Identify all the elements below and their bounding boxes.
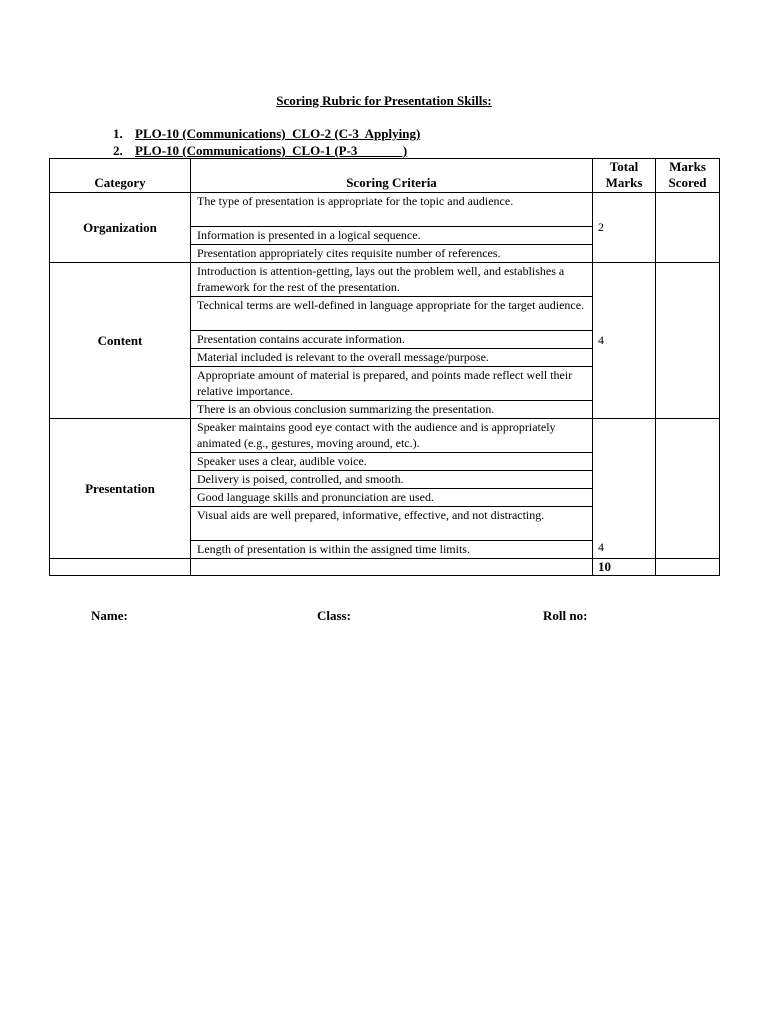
table-row — [50, 263, 720, 297]
criterion-cell: Material included is relevant to the overall message/purpose. — [191, 349, 593, 367]
marks-scored-organization[interactable] — [656, 193, 720, 263]
total-marks-organization: 2 — [593, 193, 656, 263]
grand-total-scored[interactable] — [656, 559, 720, 576]
marks-scored-content[interactable] — [656, 263, 720, 419]
criterion-cell: Introduction is attention-getting, lays out the problem well, and establishes a framework for the rest of the presentation. — [191, 263, 593, 297]
total-marks-presentation: 4 — [593, 419, 656, 559]
header-marks-scored-label: Marks Scored — [668, 159, 707, 190]
roll-no-label: Roll no: — [543, 608, 588, 623]
criterion-cell: Speaker uses a clear, audible voice. — [191, 453, 593, 471]
header-scoring-criteria: Scoring Criteria — [191, 159, 593, 193]
total-row — [50, 559, 720, 576]
objective-item — [113, 125, 420, 142]
table-header-row — [50, 159, 720, 193]
objective-text: PLO-10 (Communications) CLO-1 (P-3 ) — [135, 143, 408, 158]
header-marks-scored — [656, 159, 720, 193]
grand-total-marks: 10 — [593, 559, 656, 576]
criterion-cell: Presentation appropriately cites requisite number of references. — [191, 245, 593, 263]
criterion-cell: There is an obvious conclusion summarizing the presentation. — [191, 401, 593, 419]
criterion-cell: Technical terms are well-defined in language appropriate for the target audience. — [191, 297, 593, 331]
header-total-marks-label: Total Marks — [605, 159, 643, 190]
table-row — [50, 419, 720, 453]
objective-number: 2. — [113, 143, 123, 158]
header-total-marks — [593, 159, 656, 193]
objective-number: 1. — [113, 126, 123, 141]
category-content: Content — [50, 263, 191, 419]
rubric-title: Scoring Rubric for Presentation Skills: — [276, 93, 492, 108]
objective-text: PLO-10 (Communications) CLO-2 (C-3 Applying) — [135, 126, 421, 141]
criterion-cell: Presentation contains accurate information. — [191, 331, 593, 349]
table-row — [50, 193, 720, 227]
criterion-cell: Length of presentation is within the assigned time limits. — [191, 541, 593, 559]
criterion-cell: The type of presentation is appropriate for the topic and audience. — [191, 193, 593, 227]
objectives-list — [113, 125, 420, 159]
criterion-cell: Information is presented in a logical sequence. — [191, 227, 593, 245]
criterion-cell: Delivery is poised, controlled, and smooth. — [191, 471, 593, 489]
category-presentation: Presentation — [50, 419, 191, 559]
rubric-table — [49, 158, 720, 576]
category-organization: Organization — [50, 193, 191, 263]
objective-item — [113, 142, 420, 159]
total-row-empty-category — [50, 559, 191, 576]
marks-scored-presentation[interactable] — [656, 419, 720, 559]
total-marks-content: 4 — [593, 263, 656, 419]
class-label: Class: — [317, 608, 351, 623]
criterion-cell: Appropriate amount of material is prepared, and points made reflect well their relative importance. — [191, 367, 593, 401]
total-row-empty-criteria — [191, 559, 593, 576]
criterion-cell: Visual aids are well prepared, informative, effective, and not distracting. — [191, 507, 593, 541]
header-category: Category — [50, 159, 191, 193]
name-label: Name: — [91, 608, 128, 623]
criterion-cell: Good language skills and pronunciation are used. — [191, 489, 593, 507]
criterion-cell: Speaker maintains good eye contact with the audience and is appropriately animated (e.g., gestures, moving around, etc.). — [191, 419, 593, 453]
